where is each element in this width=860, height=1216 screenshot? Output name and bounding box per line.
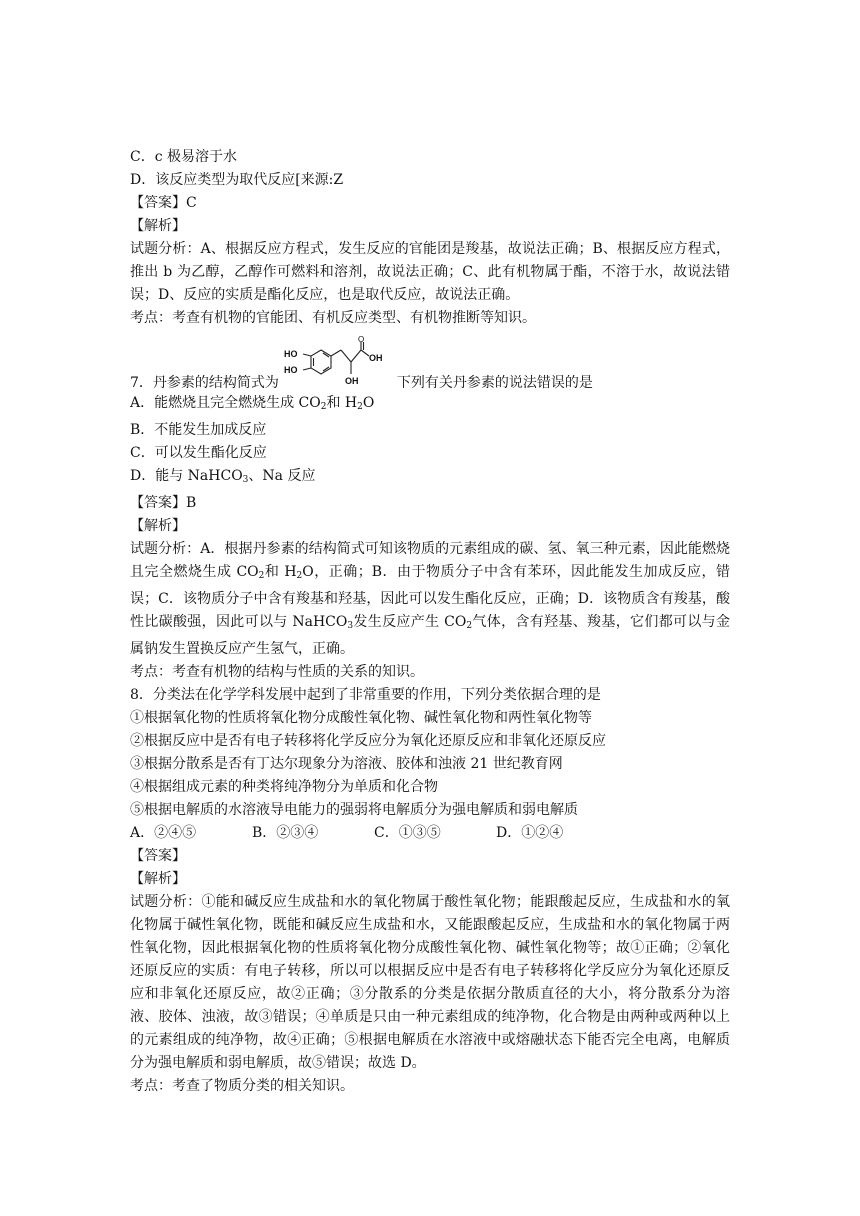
prev-option-d: D．该反应类型为取代反应[来源:Z: [130, 172, 344, 188]
q7-kaodian: 考点：考查有机物的结构与性质的关系的知识。: [130, 664, 424, 680]
q7-analysis: [130, 538, 730, 661]
q7-option-a: [130, 392, 730, 419]
q7-answer: 【答案】B: [130, 495, 197, 511]
q8-item: ⑤根据电解质的水溶液导电能力的强弱将电解质分为强电解质和弱电解质: [130, 802, 578, 818]
prev-analysis-title: 【解析】: [130, 218, 186, 234]
q8-option-c: C．①③⑤: [374, 825, 441, 841]
ho-label-1: HO: [283, 349, 298, 359]
q8-analysis: 试题分析：①能和碱反应生成盐和水的氧化物属于酸性氧化物；能跟酸起反应，生成盐和水的氧化物属于碱性氧化物，既能和碱反应生成盐和水，又能跟酸起反应，生成盐和水的氧化物属于两性氧化物，因此根据氧化物的性质将氧化物分成酸性氧化物、碱性氧化物等；故①正确；②氧化还原反应的实质：有电子转移，所以可以根据反应中是否有电子转移将化学反应分为氧化还原反应和非氧化还原反应，故②正确；③分散系的分类是依据分散质直径的大小，将分散系分为溶液、胶体、浊液，故③错误；④单质是只由一种元素组成的纯净物，化合物是由两种或两种以上的元素组成的纯净物，故④正确；⑤根据电解质在水溶液中或熔融状态下能否完全电离，电解质分为强电解质和弱电解质，故⑤错误；故选 D。: [130, 894, 730, 1071]
q7-stem-after: 下列有关丹参素的说法错误的是: [396, 375, 593, 391]
q7-a-sub-2: 2: [357, 402, 363, 412]
danshensu-structure: [283, 336, 395, 392]
q8-item: ②根据反应中是否有电子转移将化学反应分为氧化还原反应和非氧化还原反应: [130, 733, 606, 749]
q7-d-text-2: 、Na 反应: [248, 468, 316, 484]
q7-stem: [130, 330, 730, 392]
prev-option-c: C．c 极易溶于水: [130, 149, 238, 165]
q7-analysis-title: 【解析】: [130, 518, 186, 534]
oh-label: OH: [344, 376, 359, 386]
q7-an-3: O，正确；B．由于物质分子中含有苯环，因此能发生加成反应，错误；C．该物质分子中含有羧基和羟基，因此可以发生酯化反应，正确；D．该物质含有羧基，酸性比碳酸强，因此可以与 NaHCO: [130, 564, 730, 630]
q8-analysis-title: 【解析】: [130, 871, 186, 887]
q7-option-c: C．可以发生酯化反应: [130, 445, 267, 461]
oh-acid-label: OH: [368, 353, 383, 363]
q7-an-5: 气体，含有羟基、羧基，它们都可以与金属钠发生置换反应产生氢气，正确。: [130, 614, 730, 657]
q8-answer: 【答案】: [130, 848, 186, 864]
q7-an-1: 试题分析：A．根据丹参素的结构简式可知该物质的元素组成的碳、氢、氧三种元素，因此能燃烧且完全燃烧生成 CO: [130, 541, 730, 580]
q8-option-a: A．②④⑤: [130, 825, 197, 841]
q7-stem-before: 7．丹参素的结构简式为: [130, 375, 279, 391]
q7-d-text-1: D．能与 NaHCO: [130, 468, 243, 484]
q7-an-4: 发生反应产生 CO: [353, 614, 467, 630]
q7-d-sub: 3: [242, 475, 249, 485]
q7-an-sub-2: 2: [296, 571, 303, 581]
q8-item: ③根据分散系是否有丁达尔现象分为溶液、胶体和浊液 21 世纪教育网: [130, 756, 563, 772]
q8-options: [130, 822, 730, 845]
q8-option-b: B．②③④: [252, 825, 319, 841]
q7-option-d: [130, 465, 730, 492]
q8-option-d: D．①②④: [496, 825, 564, 841]
document-page: [130, 146, 730, 1098]
q8-stem: 8．分类法在化学学科发展中起到了非常重要的作用，下列分类依据合理的是: [130, 687, 601, 703]
q7-an-sub-3: 3: [347, 621, 354, 631]
q7-an-sub-1: 2: [258, 571, 265, 581]
q8-kaodian: 考点：考查了物质分类的相关知识。: [130, 1078, 354, 1094]
q7-a-text-1: A．能燃烧且完全燃烧生成 CO: [130, 395, 321, 411]
q7-a-sub-1: 2: [320, 402, 327, 412]
q7-a-text-3: O: [362, 395, 375, 411]
prev-answer: 【答案】C: [130, 195, 197, 211]
q7-an-2: 和 H: [264, 564, 297, 580]
q7-an-sub-4: 2: [466, 621, 473, 631]
carbonyl-o-label: O: [357, 336, 365, 344]
q8-item: ①根据氧化物的性质将氧化物分成酸性氧化物、碱性氧化物和两性氧化物等: [130, 710, 592, 726]
ho-label-2: HO: [283, 365, 298, 375]
q7-option-b: B．不能发生加成反应: [130, 422, 267, 438]
prev-analysis: 试题分析：A、根据反应方程式，发生反应的官能团是羧基，故说法正确；B、根据反应方程式，推出 b 为乙醇，乙醇作可燃料和溶剂，故说法正确；C、此有机物属于酯，不溶于水，故说法错误；D、反应的实质是酯化反应，也是取代反应，故说法正确。: [130, 241, 730, 303]
prev-kaodian: 考点：考查有机物的官能团、有机反应类型、有机物推断等知识。: [130, 310, 536, 326]
q8-item: ④根据组成元素的种类将纯净物分为单质和化合物: [130, 779, 438, 795]
q7-a-text-2: 和 H: [326, 395, 358, 411]
